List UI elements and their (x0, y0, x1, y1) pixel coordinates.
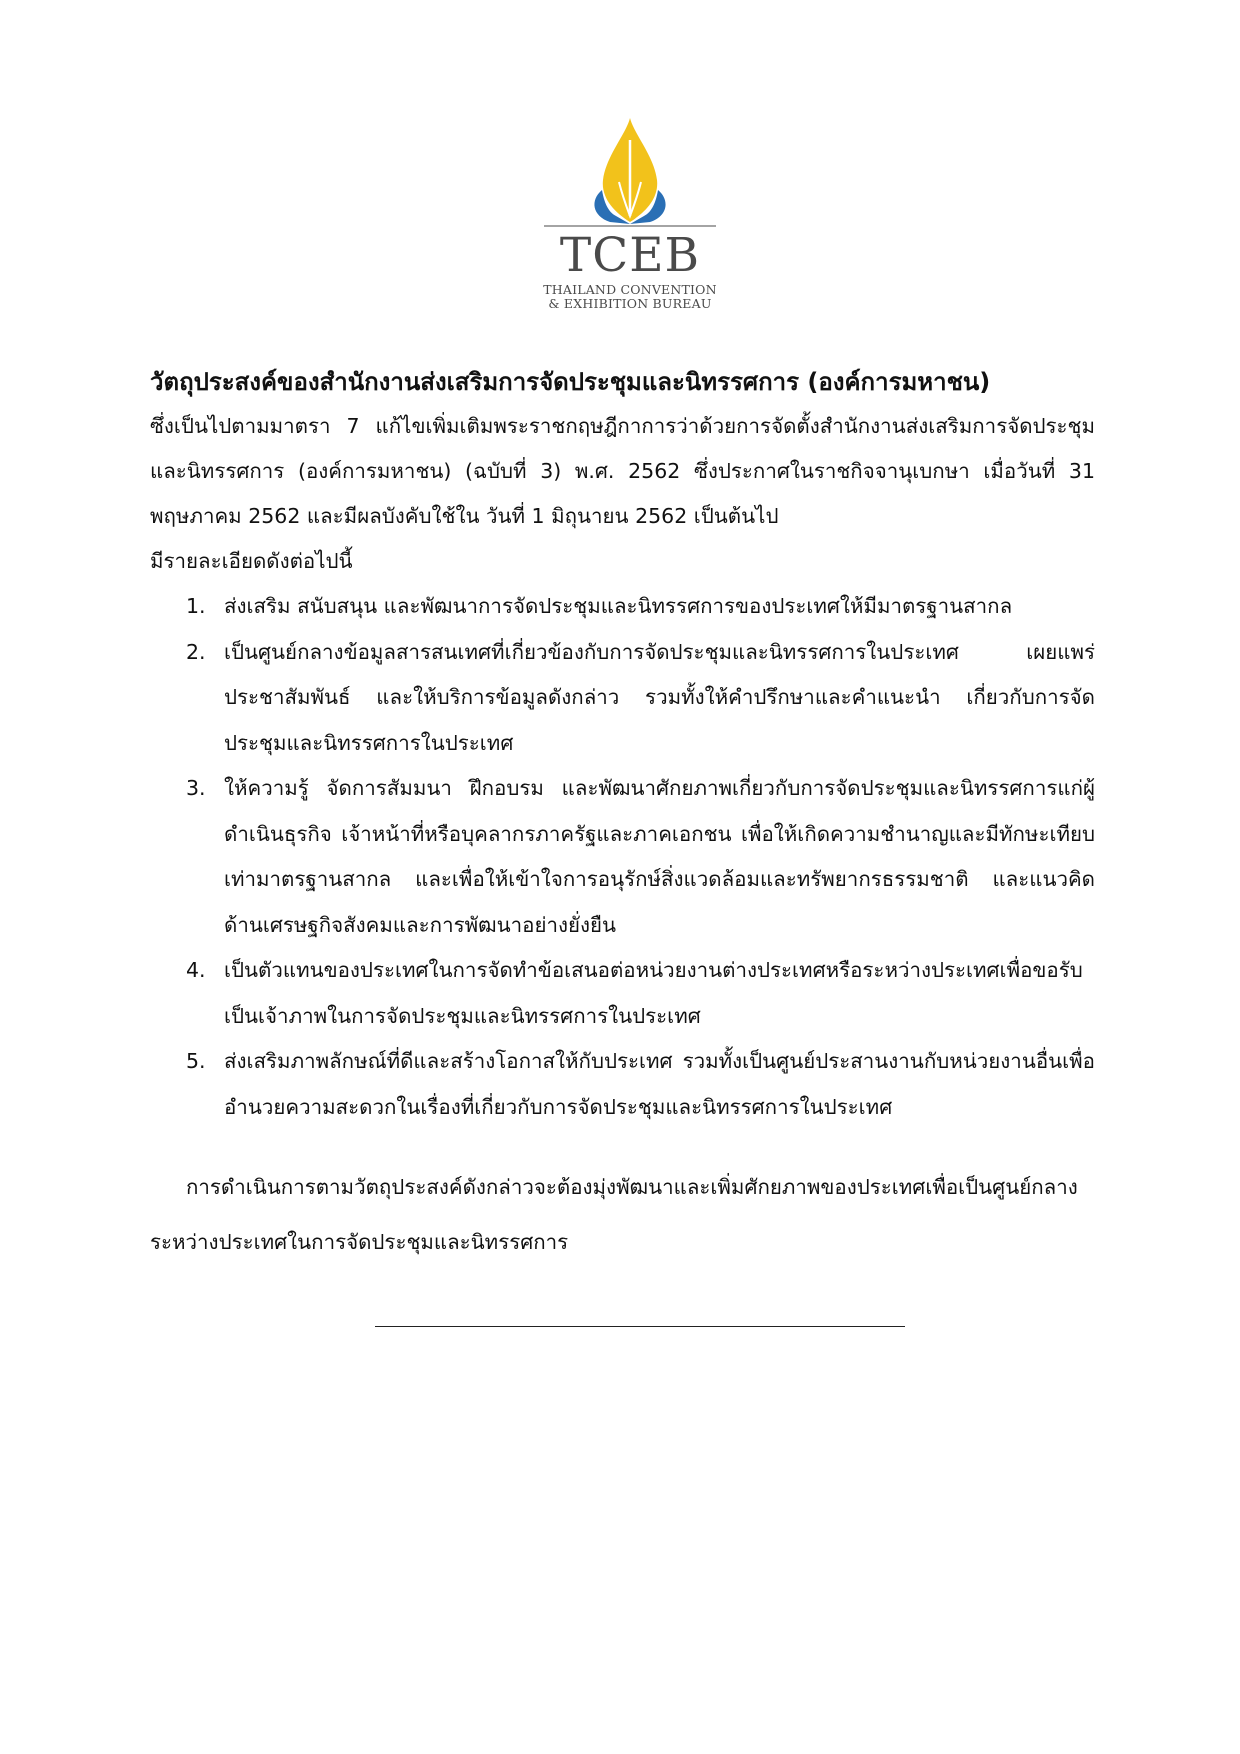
document-title: วัตถุประสงค์ของสำนักงานส่งเสริมการจัดประชุมและนิทรรศการ (องค์การมหาชน) (150, 368, 991, 396)
logo-wordmark: TCEB (559, 228, 701, 283)
objectives-list (150, 584, 1095, 1130)
intro-paragraph: ซึ่งเป็นไปตามมาตรา 7 แก้ไขเพิ่มเติมพระราชกฤษฎีกาการว่าด้วยการจัดตั้งสำนักงานส่งเสริมการจัดประชุมและนิทรรศการ (องค์การมหาชน) (ฉบับที่ 3) พ.ศ. 2562 ซึ่งประกาศในราชกิจจานุเบกษา เมื่อวันที่ 31 พฤษภาคม 2562 และมีผลบังคับใช้ใน วันที่ 1 มิถุนายน 2562 เป็นต้นไป (150, 414, 1095, 528)
objective-number: 3. (186, 776, 206, 800)
objective-text: ให้ความรู้ จัดการสัมมนา ฝึกอบรม และพัฒนาศักยภาพเกี่ยวกับการจัดประชุมและนิทรรศการแก่ผู้ดำเนินธุรกิจ เจ้าหน้าที่หรือบุคลากรภาครัฐและภาคเอกชน เพื่อให้เกิดความชำนาญและมีทักษะเทียบเท่ามาตรฐานสากล และเพื่อให้เข้าใจการอนุรักษ์สิ่งแวดล้อมและทรัพยากรธรรมชาติ และแนวคิดด้านเศรษฐกิจสังคมและการพัฒนาอย่างยั่งยืน (224, 776, 1095, 937)
objective-item (150, 630, 1095, 767)
objective-item (150, 1039, 1095, 1130)
objective-number: 2. (186, 639, 206, 664)
objective-text: เป็นศูนย์กลางข้อมูลสารสนเทศที่เกี่ยวข้องกับการจัดประชุมและนิทรรศการในประเทศ เผยแพร่ประชาสัมพันธ์ และให้บริการข้อมูลดังกล่าว รวมทั้งให้คำปรึกษาและคำแนะนำ เกี่ยวกับการจัดประชุมและนิทรรศการในประเทศ (224, 639, 1095, 755)
closing-paragraph: การดำเนินการตามวัตถุประสงค์ดังกล่าวจะต้องมุ่งพัฒนาและเพิ่มศักยภาพของประเทศเพื่อเป็นศูนย์กลางระหว่างประเทศในการจัดประชุมและนิทรรศการ (150, 1175, 1078, 1254)
objective-text: ส่งเสริม สนับสนุน และพัฒนาการจัดประชุมและนิทรรศการของประเทศให้มีมาตรฐานสากล (224, 594, 1013, 618)
objective-number: 4. (186, 958, 206, 982)
objective-number: 5. (186, 1049, 206, 1073)
objective-text: เป็นตัวแทนของประเทศในการจัดทำข้อเสนอต่อหน่วยงานต่างประเทศหรือระหว่างประเทศเพื่อขอรับเป็นเจ้าภาพในการจัดประชุมและนิทรรศการในประเทศ (224, 958, 1083, 1028)
objective-number: 1. (186, 594, 206, 618)
objective-item (150, 584, 1095, 630)
document-body (150, 360, 1095, 1270)
logo-subtitle-line2: & EXHIBITION BUREAU (548, 296, 712, 311)
details-label: มีรายละเอียดดังต่อไปนี้ (150, 549, 353, 573)
tceb-logo (530, 112, 730, 312)
logo-subtitle-line1: THAILAND CONVENTION (543, 282, 717, 297)
end-divider (375, 1326, 905, 1327)
objective-text: ส่งเสริมภาพลักษณ์ที่ดีและสร้างโอกาสให้กับประเทศ รวมทั้งเป็นศูนย์ประสานงานกับหน่วยงานอื่นเพื่ออำนวยความสะดวกในเรื่องที่เกี่ยวกับการจัดประชุมและนิทรรศการในประเทศ (224, 1049, 1095, 1119)
objective-item (150, 948, 1095, 1039)
objective-item (150, 766, 1095, 948)
